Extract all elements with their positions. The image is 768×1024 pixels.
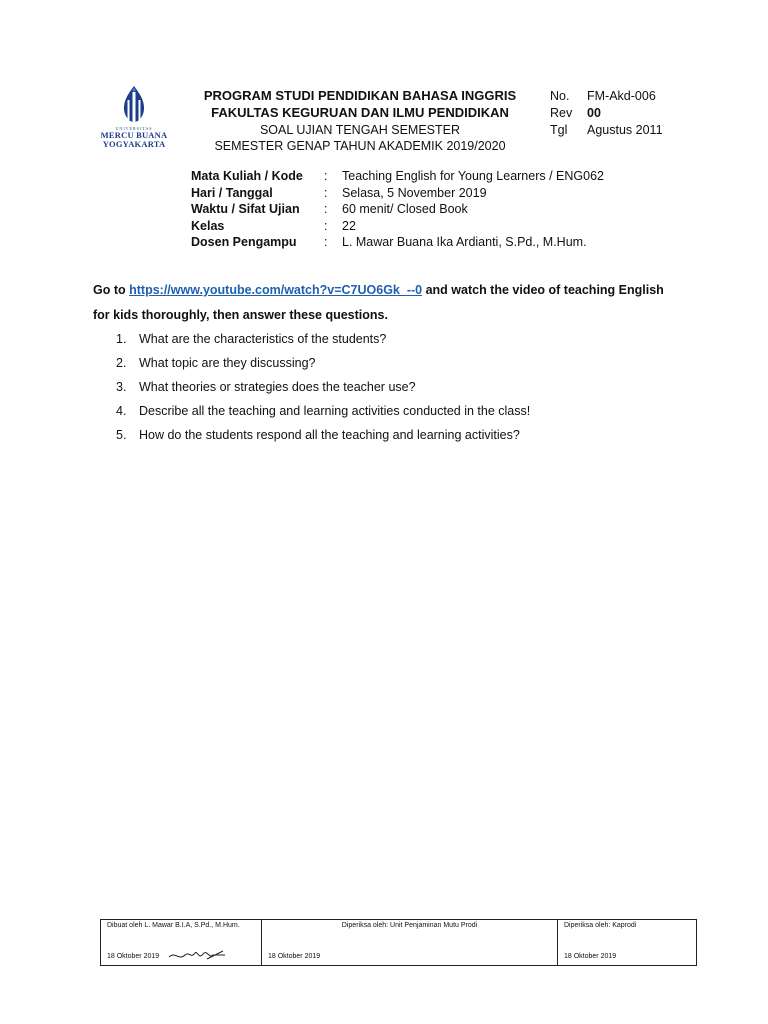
info-value: Selasa, 5 November 2019 [342,185,487,200]
youtube-link[interactable]: https://www.youtube.com/watch?v=C7UO6Gk_--0 [129,283,423,297]
meta-no-value: FM-Akd-006 [587,89,656,103]
author-label: Dibuat oleh L. Mawar B.I.A, S.Pd., M.Hum. [107,922,240,929]
approval-cell-author [101,920,262,966]
info-label: Kelas [191,218,225,233]
info-label: Mata Kuliah / Kode [191,169,303,183]
instruction-paragraph [93,278,683,328]
info-value: Teaching English for Young Learners / ENG062 [342,169,604,183]
university-emblem-icon [121,84,147,124]
logo-name-line1: MERCU BUANA [100,130,168,140]
list-item [116,399,530,423]
logo-name-line2: YOGYAKARTA [102,139,166,149]
question-list [116,327,530,447]
approval-cell-kaprodi [558,920,697,966]
question-number: 5. [116,428,127,442]
info-colon: : [324,235,328,249]
question-text: Describe all the teaching and learning activities conducted in the class! [139,404,531,418]
header-line3: SOAL UJIAN TENGAH SEMESTER [259,123,461,137]
course-info [191,168,604,251]
header-line4: SEMESTER GENAP TAHUN AKADEMIK 2019/2020 [214,139,506,153]
info-colon: : [324,185,328,200]
question-number: 1. [116,332,127,346]
info-colon: : [324,202,328,216]
info-label: Hari / Tanggal [191,185,273,200]
info-value: L. Mawar Buana Ika Ardianti, S.Pd., M.Hum. [342,235,587,249]
meta-rev-value: 00 [587,106,601,120]
info-label: Waktu / Sifat Ujian [191,202,300,216]
meta-tgl-value: Agustus 2011 [587,123,663,137]
upm-date: 18 Oktober 2019 [268,953,321,960]
question-number: 4. [116,404,127,418]
meta-rev-label: Rev [550,106,573,120]
info-row [191,185,604,202]
info-colon: : [324,218,328,233]
info-value: 22 [342,218,356,233]
header-line1: PROGRAM STUDI PENDIDIKAN BAHASA INGGRIS [203,88,517,103]
approval-cell-upm [262,920,558,966]
info-row [191,168,604,185]
question-number: 3. [116,380,127,394]
meta-tgl-label: Tgl [550,123,568,137]
signature-icon [167,947,229,963]
kaprodi-label: Diperiksa oleh: Kaprodi [564,922,637,929]
list-item [116,423,530,447]
logo-small-text: UNIVERSITAS [115,126,153,131]
header-line2: FAKULTAS KEGURUAN DAN ILMU PENDIDIKAN [211,105,509,120]
info-value: 60 menit/ Closed Book [342,202,468,216]
info-label: Dosen Pengampu [191,235,297,249]
author-date: 18 Oktober 2019 [107,953,160,960]
question-text: What are the characteristics of the students? [139,332,387,346]
university-logo [96,84,172,149]
kaprodi-date: 18 Oktober 2019 [564,953,617,960]
instruction-suffix: and watch the video of teaching English for kids thoroughly, then answer these questions. [93,283,664,322]
info-row [191,234,604,251]
question-text: What theories or strategies does the teacher use? [139,380,416,394]
question-number: 2. [116,356,127,370]
info-colon: : [324,169,328,183]
list-item [116,375,530,399]
list-item [116,327,530,351]
upm-label: Diperiksa oleh: Unit Penjaminan Mutu Prodi [341,922,478,929]
list-item [116,351,530,375]
meta-no-label: No. [550,89,570,103]
question-text: How do the students respond all the teaching and learning activities? [139,428,520,442]
question-text: What topic are they discussing? [139,356,316,370]
instruction-prefix: Go to [93,283,130,297]
document-meta [550,88,663,139]
info-row [191,218,604,235]
approval-table [100,919,697,966]
info-row [191,201,604,218]
